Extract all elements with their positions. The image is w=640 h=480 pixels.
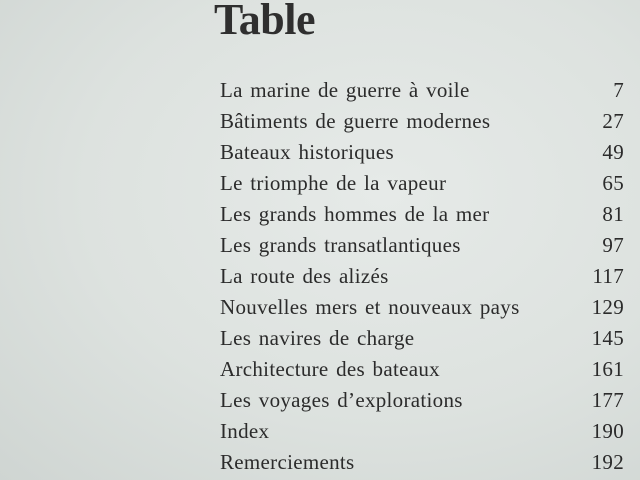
table-of-contents — [220, 75, 624, 478]
toc-entry-page: 7 — [613, 78, 624, 102]
toc-entry — [220, 230, 624, 261]
toc-entry — [220, 261, 624, 292]
toc-entry-title: Bateaux historiques — [220, 140, 394, 164]
toc-entry-page: 49 — [602, 140, 624, 164]
toc-entry-title: Index — [220, 419, 270, 443]
toc-entry — [220, 354, 624, 385]
toc-entry-title: Les navires de charge — [220, 326, 415, 350]
toc-entry-page: 65 — [602, 171, 624, 195]
toc-entry — [220, 199, 624, 230]
toc-entry-title: Architecture des bateaux — [220, 357, 440, 381]
toc-entry-title: Nouvelles mers et nouveaux pays — [220, 295, 520, 319]
toc-entry-title: La marine de guerre à voile — [220, 78, 470, 102]
toc-entry-page: 192 — [591, 450, 624, 474]
toc-entry — [220, 292, 624, 323]
toc-entry-title: Le triomphe de la vapeur — [220, 171, 447, 195]
toc-entry-title: Bâtiments de guerre modernes — [220, 109, 491, 133]
toc-entry — [220, 106, 624, 137]
toc-entry-page: 97 — [602, 233, 624, 257]
toc-entry-title: Les grands hommes de la mer — [220, 202, 490, 226]
toc-entry — [220, 75, 624, 106]
toc-entry — [220, 168, 624, 199]
toc-entry-page: 161 — [591, 357, 624, 381]
toc-entry — [220, 385, 624, 416]
toc-entry — [220, 323, 624, 354]
toc-entry-page: 190 — [591, 419, 624, 443]
toc-entry-page: 81 — [602, 202, 624, 226]
toc-entry-page: 27 — [602, 109, 624, 133]
toc-entry — [220, 416, 624, 447]
page-title: Table — [214, 0, 316, 44]
toc-entry-title: Les voyages d’explorations — [220, 388, 463, 412]
toc-entry-page: 129 — [591, 295, 624, 319]
toc-entry-page: 177 — [591, 388, 624, 412]
toc-entry-title: Les grands transatlantiques — [220, 233, 461, 257]
toc-entry-title: La route des alizés — [220, 264, 389, 288]
toc-entry-page: 145 — [591, 326, 624, 350]
toc-entry — [220, 137, 624, 168]
toc-entry — [220, 447, 624, 478]
toc-entry-page: 117 — [592, 264, 624, 288]
toc-entry-title: Remerciements — [220, 450, 355, 474]
